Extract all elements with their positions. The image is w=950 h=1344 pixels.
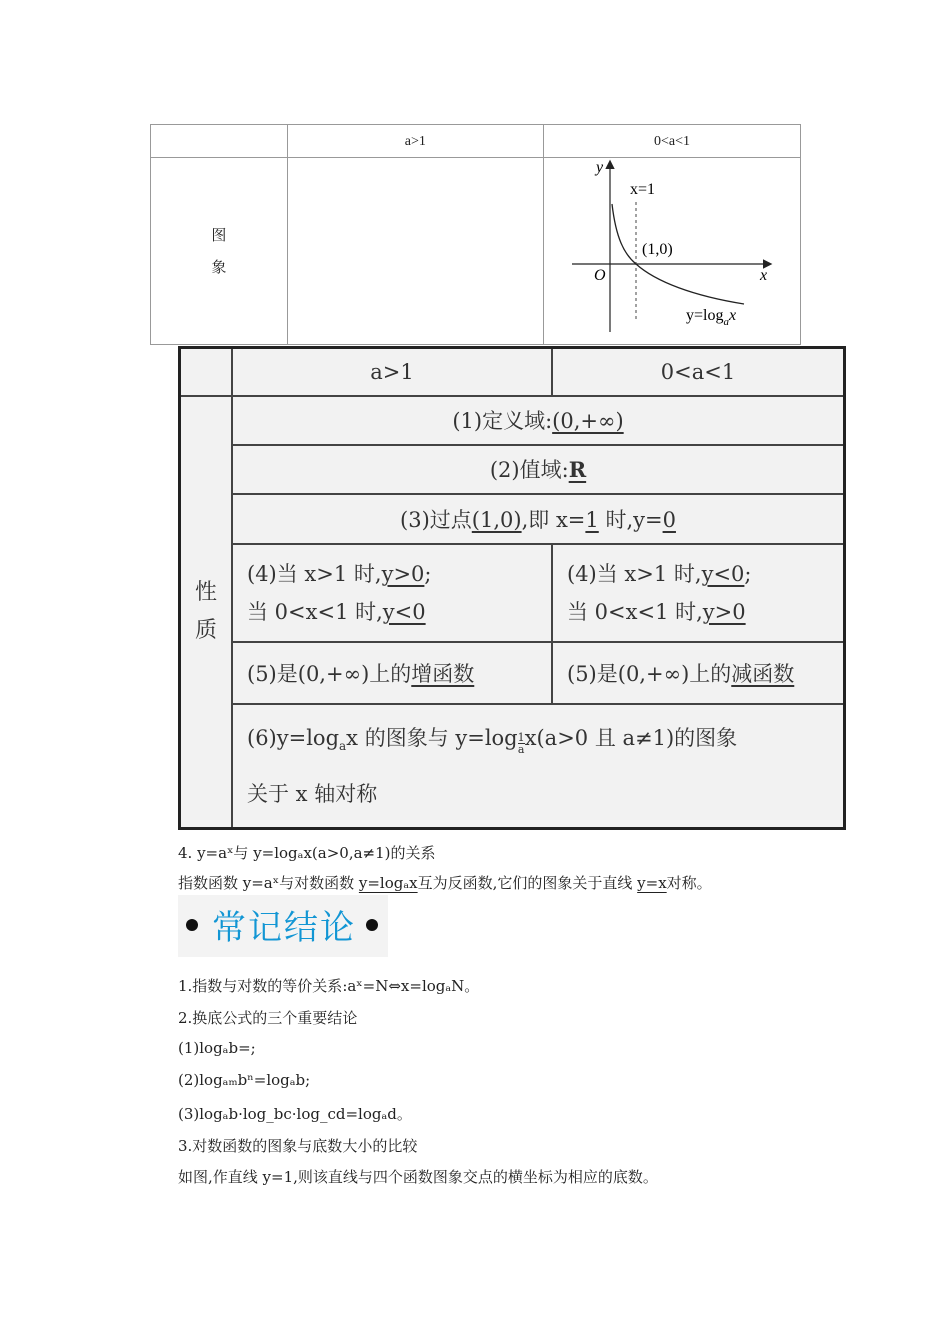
y-axis-label: y: [596, 159, 604, 176]
conclusion-2-1: (1)logₐb=;: [178, 1039, 256, 1057]
corner-cell: [180, 348, 233, 396]
header-0-lt-a-lt-1: 0<a<1: [544, 125, 801, 158]
bullet-dot-right: [366, 919, 378, 931]
x-axis-label: x: [760, 267, 768, 284]
graph-table: [150, 124, 801, 345]
conclusion-3: 3.对数函数的图象与底数大小的比较: [178, 1137, 418, 1155]
row-label-char-2: 象: [211, 258, 227, 276]
prop-sign-0-lt-a-lt-1: (4)当 x>1 时,y<0; 当 0<x<1 时,y>0: [552, 544, 845, 642]
conclusion-2-3: (3)logₐb·log_bc·log_cd=logₐd。: [178, 1105, 412, 1123]
prop-sign-a-gt-1: (4)当 x>1 时,y>0; 当 0<x<1 时,y<0: [232, 544, 552, 642]
log-curve: [612, 204, 744, 304]
graph-cell-a-gt-1: [287, 158, 543, 345]
conclusion-1: 1.指数与对数的等价关系:aˣ=N⇔x=logₐN。: [178, 977, 480, 995]
prop-header-a-gt-1: a>1: [232, 348, 552, 396]
point-label: (1,0): [642, 241, 673, 258]
origin-label: O: [594, 267, 606, 284]
conclusion-2-2: (2)logₐₘbⁿ=logₐb;: [178, 1071, 311, 1089]
bullet-dot-left: [186, 919, 198, 931]
graph-cell-0-lt-a-lt-1: [544, 158, 801, 345]
curve-label: $y=\log_ax$: [686, 307, 737, 328]
header-a-gt-1: a>1: [287, 125, 543, 158]
empty-header-cell: [151, 125, 288, 158]
prop-fixed-point: (3)过点(1,0),即 x=1 时,y=0: [232, 494, 845, 544]
prop-domain: (1)定义域:(0,+∞): [232, 396, 845, 445]
section-heading: [178, 895, 388, 957]
side-label-properties: 性 质: [180, 396, 233, 829]
properties-table: [178, 346, 846, 830]
prop-monotonic-decreasing: (5)是(0,+∞)上的减函数: [552, 642, 845, 704]
row-label-char-1: 图: [211, 226, 227, 244]
prop-range: (2)值域:R: [232, 445, 845, 494]
log-graph: [544, 158, 800, 344]
prop-monotonic-increasing: (5)是(0,+∞)上的增函数: [232, 642, 552, 704]
section4-body: 指数函数 y=aˣ与对数函数 y=logₐx互为反函数,它们的图象关于直线 y=x对称。: [178, 874, 712, 892]
prop-header-0-lt-a-lt-1: 0<a<1: [552, 348, 845, 396]
asymptote-label: x=1: [630, 181, 656, 198]
conclusion-2: 2.换底公式的三个重要结论: [178, 1009, 358, 1027]
prop-symmetry: $(6)y=\log_ax$ 的图象与 y=log $\frac{1}{a}$ x(a>0 且 a≠1)的图象 关于 x 轴对称: [232, 704, 845, 828]
heading-text: 常记结论: [212, 908, 356, 948]
section4-title: 4. y=aˣ与 y=logₐx(a>0,a≠1)的关系: [178, 844, 436, 862]
conclusion-3-body: 如图,作直线 y=1,则该直线与四个函数图象交点的横坐标为相应的底数。: [178, 1168, 658, 1186]
row-label-graph: [151, 158, 288, 345]
